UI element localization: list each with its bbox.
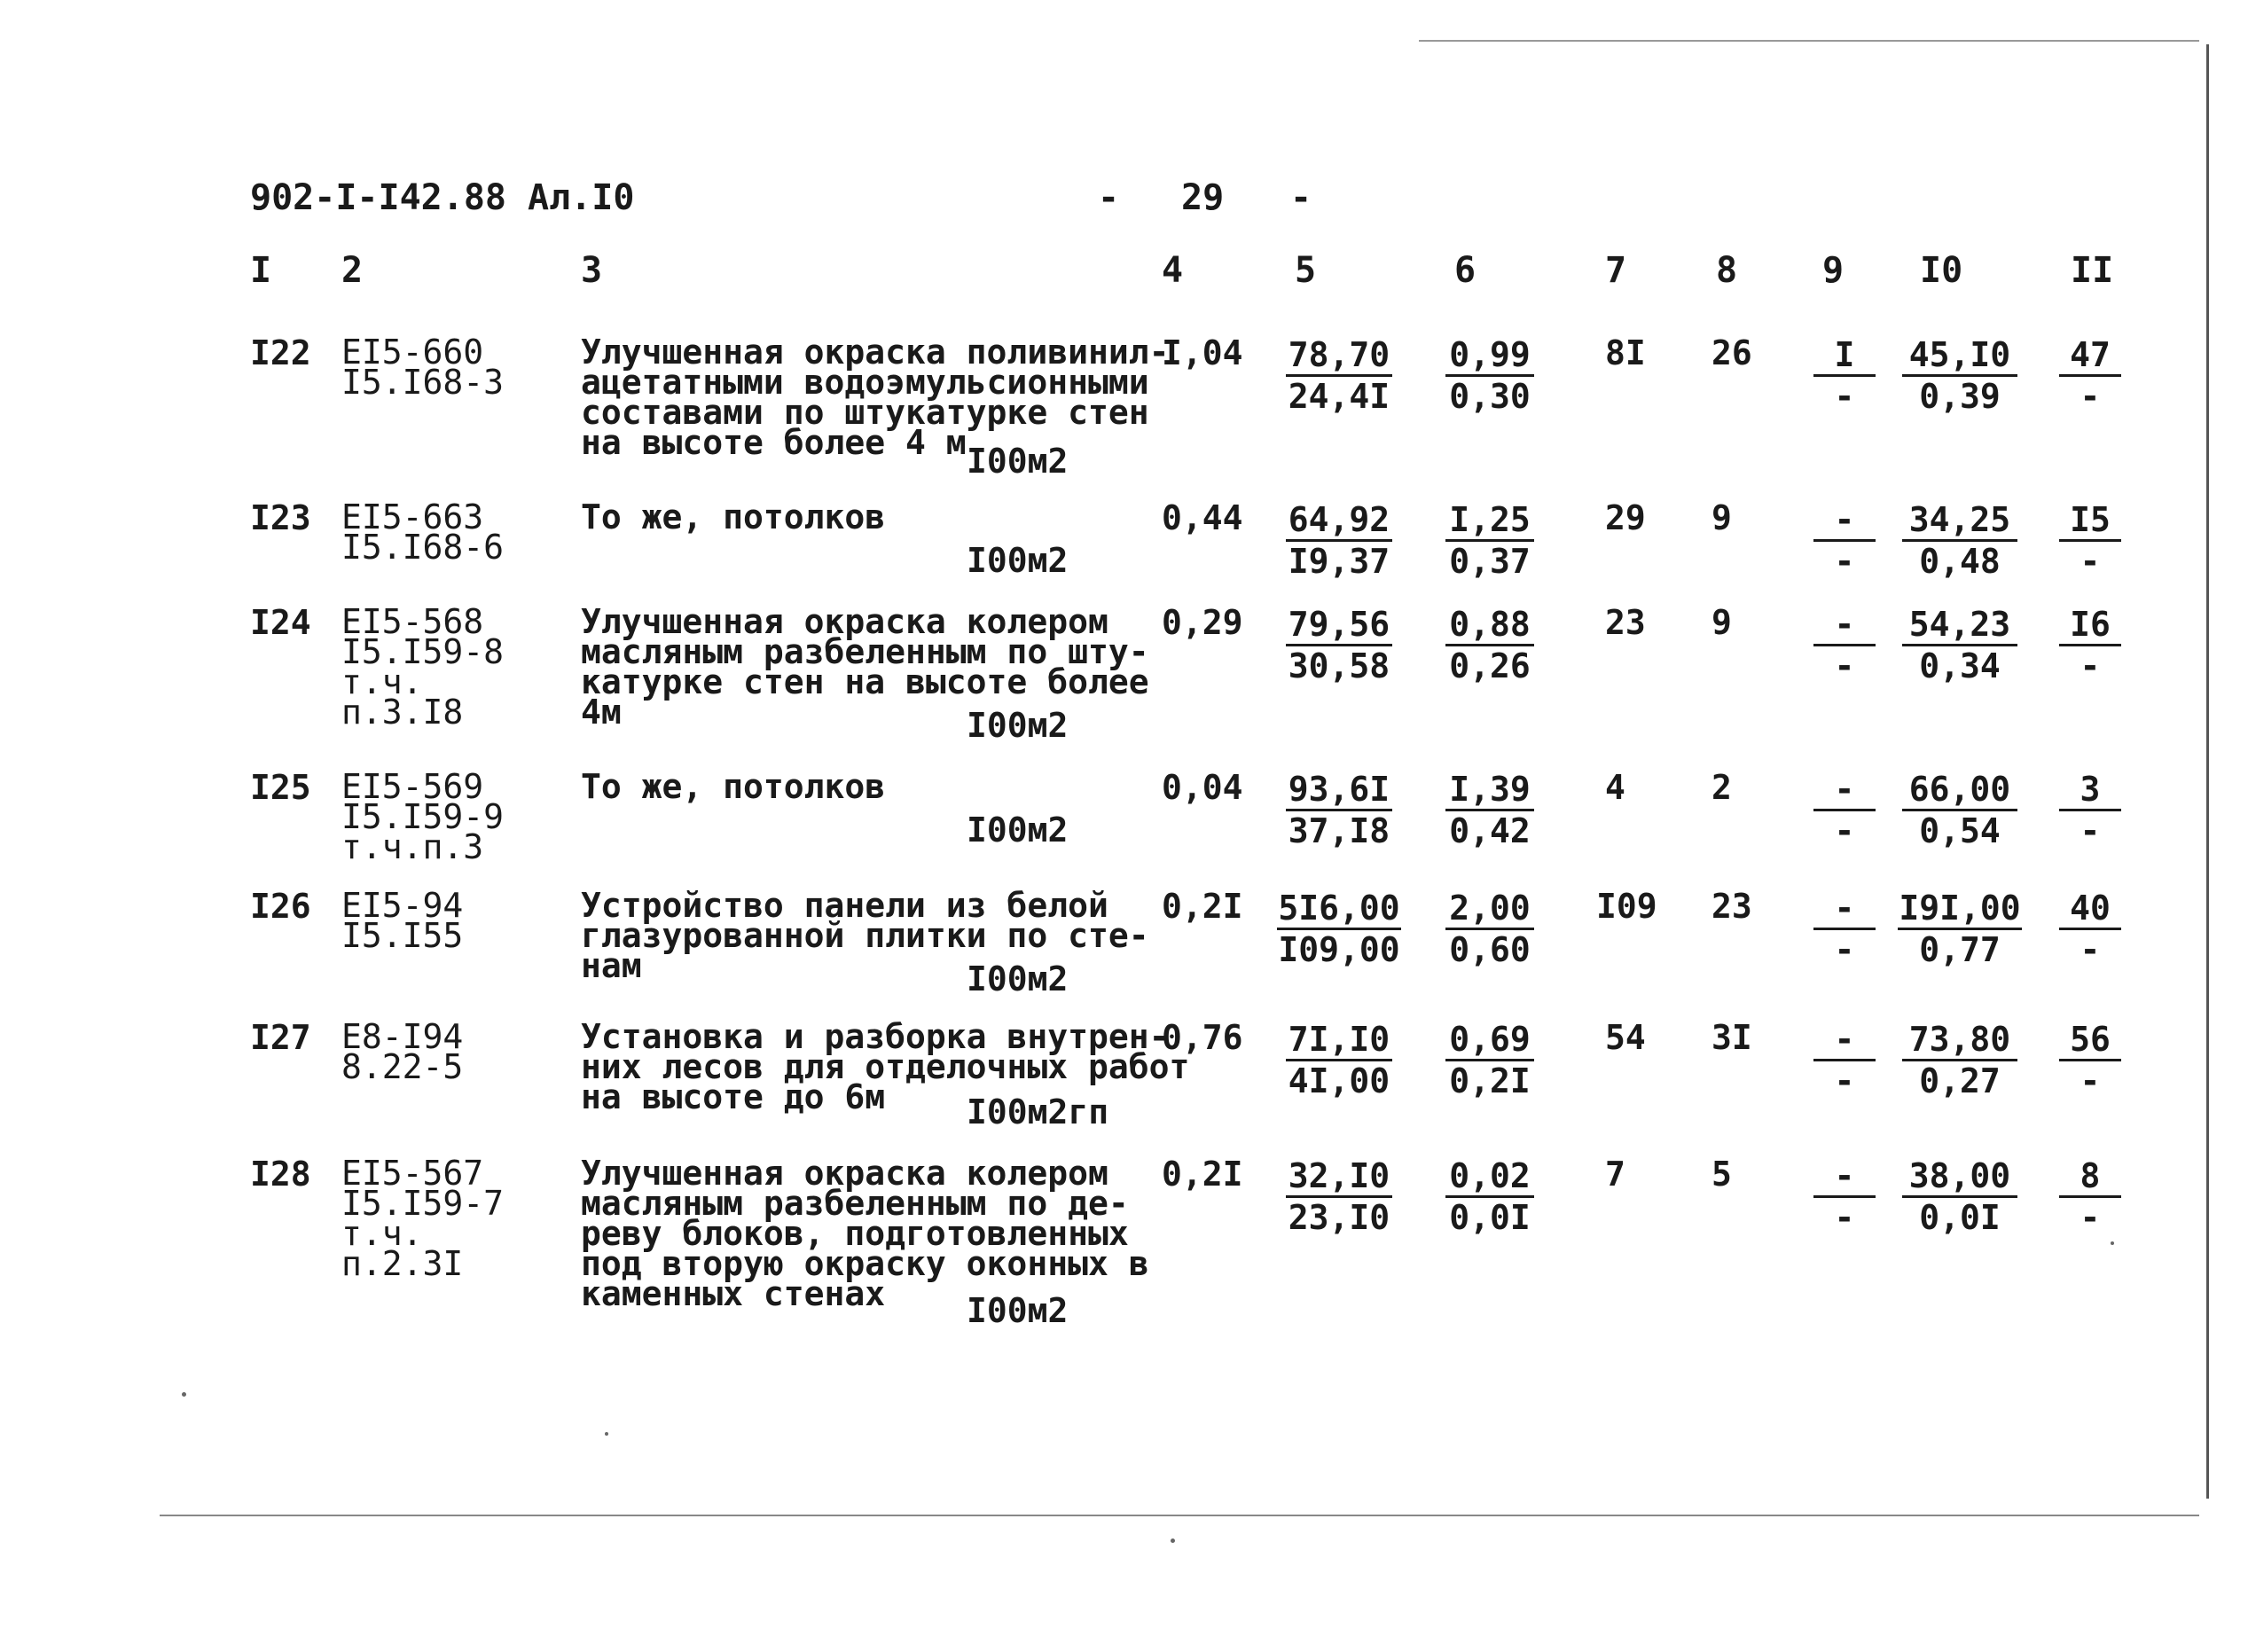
unit-cost-wages: 37,I8	[1288, 811, 1390, 850]
machine-cost-wages: 0,30	[1449, 377, 1531, 416]
column-number: 6	[1454, 250, 1476, 291]
row-number: I25	[250, 768, 311, 807]
labor-total-top: 40	[2059, 890, 2121, 930]
machine-total-top: -	[1813, 890, 1876, 930]
labor-unit-top: 34,25	[1902, 502, 2017, 542]
labor-total-bottom: -	[2080, 646, 2101, 685]
labor-unit-top: 38,00	[1902, 1158, 2017, 1198]
wages-total: 9	[1711, 498, 1732, 537]
unit-cost-total: 79,56	[1286, 607, 1392, 646]
labor-total-top: I5	[2059, 502, 2121, 542]
wages-total: 3I	[1711, 1018, 1752, 1057]
machine-cost-wages: 0,42	[1449, 811, 1531, 850]
machine-cost-total: 0,02	[1445, 1158, 1534, 1198]
total-cost: 4	[1605, 768, 1625, 807]
labor-unit-bottom: 0,48	[1919, 542, 2001, 581]
norm-code: EI5-660 I5.I68-3	[341, 333, 505, 402]
row-number: I23	[250, 498, 311, 537]
labor-unit	[1902, 1158, 2017, 1237]
unit-cost	[1286, 1022, 1392, 1100]
unit: I00м2	[967, 959, 1069, 998]
page-number: 29	[1181, 177, 1225, 218]
machine-total-bottom: -	[1834, 811, 1855, 850]
machine-cost-total: 2,00	[1445, 890, 1534, 930]
row-number: I26	[250, 887, 311, 926]
quantity: I,04	[1162, 333, 1243, 372]
labor-total	[2059, 337, 2121, 416]
unit-cost	[1286, 607, 1392, 685]
labor-total-bottom: -	[2080, 1061, 2101, 1100]
labor-total-bottom: -	[2080, 1198, 2101, 1237]
wages-total: 5	[1711, 1155, 1732, 1194]
scan-speck	[1171, 1538, 1175, 1543]
column-number: 5	[1295, 250, 1317, 291]
labor-unit-top: I9I,00	[1898, 890, 2022, 930]
machine-cost-wages: 0,37	[1449, 542, 1531, 581]
machine-cost	[1445, 337, 1534, 416]
machine-cost-total: I,39	[1445, 771, 1534, 811]
quantity: 0,2I	[1162, 887, 1243, 926]
machine-cost-total: 0,88	[1445, 607, 1534, 646]
wages-total: 26	[1711, 333, 1752, 372]
total-cost: 7	[1605, 1155, 1625, 1194]
column-number: I	[250, 250, 272, 291]
machine-total-top: -	[1813, 771, 1876, 811]
unit-cost-wages: I09,00	[1278, 930, 1400, 969]
work-description: Установка и разборка внутрен- них лесов для отделочных работ на высоте до 6м	[581, 1017, 1190, 1116]
norm-code: EI5-568 I5.I59-8 т.ч. п.3.I8	[341, 602, 505, 732]
labor-total-bottom: -	[2080, 811, 2101, 850]
unit-cost-wages: I9,37	[1288, 542, 1390, 581]
unit-cost-total: 32,I0	[1286, 1158, 1392, 1198]
scan-speck	[605, 1432, 608, 1436]
labor-total	[2059, 607, 2121, 685]
machine-total	[1813, 607, 1876, 685]
column-number-row	[0, 250, 2248, 303]
labor-unit-bottom: 0,27	[1919, 1061, 2001, 1100]
quantity: 0,44	[1162, 498, 1243, 537]
quantity: 0,2I	[1162, 1155, 1243, 1194]
column-number: 4	[1162, 250, 1184, 291]
labor-total-bottom: -	[2080, 542, 2101, 581]
column-number: 3	[581, 250, 603, 291]
unit-cost	[1286, 771, 1392, 850]
machine-total-top: -	[1813, 502, 1876, 542]
norm-code: E8-I94 8.22-5	[341, 1017, 464, 1086]
labor-unit	[1902, 337, 2017, 416]
column-number: II	[2071, 250, 2114, 291]
wages-total: 9	[1711, 603, 1732, 642]
labor-total-top: 8	[2059, 1158, 2121, 1198]
page-dash-left: -	[1098, 177, 1120, 218]
labor-unit-bottom: 0,54	[1919, 811, 2001, 850]
machine-total	[1813, 1158, 1876, 1237]
machine-total-top: -	[1813, 1158, 1876, 1198]
labor-total	[2059, 502, 2121, 581]
unit: I00м2гп	[967, 1092, 1109, 1131]
labor-unit	[1902, 771, 2017, 850]
unit-cost-total: 5I6,00	[1277, 890, 1401, 930]
machine-cost-wages: 0,26	[1449, 646, 1531, 685]
machine-total-top: -	[1813, 1022, 1876, 1061]
unit-cost-total: 64,92	[1286, 502, 1392, 542]
machine-cost	[1445, 771, 1534, 850]
unit: I00м2	[967, 706, 1069, 745]
labor-unit-top: 54,23	[1902, 607, 2017, 646]
wages-total: 23	[1711, 887, 1752, 926]
unit-cost-wages: 30,58	[1288, 646, 1390, 685]
unit-cost	[1286, 1158, 1392, 1237]
work-description: Улучшенная окраска колером масляным разбеленным по шту- катурке стен на высоте более 4м	[581, 602, 1149, 732]
machine-total	[1813, 890, 1876, 969]
machine-total	[1813, 502, 1876, 581]
quantity: 0,76	[1162, 1018, 1243, 1057]
scan-speck	[2111, 1241, 2114, 1245]
machine-total-top: -	[1813, 607, 1876, 646]
column-number: 9	[1822, 250, 1845, 291]
row-number: I22	[250, 333, 311, 372]
labor-total	[2059, 890, 2121, 969]
labor-unit-bottom: 0,39	[1919, 377, 2001, 416]
machine-total	[1813, 1022, 1876, 1100]
labor-total-bottom: -	[2080, 377, 2101, 416]
machine-cost-total: I,25	[1445, 502, 1534, 542]
scan-speck	[182, 1392, 186, 1397]
labor-unit-bottom: 0,0I	[1919, 1198, 2001, 1237]
work-description: Устройство панели из белой глазурованной плитки по сте- нам	[581, 886, 1149, 985]
total-cost: 8I	[1605, 333, 1646, 372]
machine-total-bottom: -	[1834, 1061, 1855, 1100]
machine-cost-wages: 0,60	[1449, 930, 1531, 969]
labor-total	[2059, 1158, 2121, 1237]
labor-unit-top: 45,I0	[1902, 337, 2017, 377]
machine-total-bottom: -	[1834, 1198, 1855, 1237]
unit: I00м2	[967, 810, 1069, 849]
wages-total: 2	[1711, 768, 1732, 807]
unit-cost-total: 78,70	[1286, 337, 1392, 377]
machine-total-bottom: -	[1834, 930, 1855, 969]
machine-cost	[1445, 890, 1534, 969]
norm-code: EI5-663 I5.I68-6	[341, 497, 505, 567]
unit: I00м2	[967, 1291, 1069, 1330]
labor-unit	[1902, 1022, 2017, 1100]
machine-cost	[1445, 502, 1534, 581]
norm-code: EI5-567 I5.I59-7 т.ч. п.2.3I	[341, 1154, 505, 1283]
machine-total	[1813, 771, 1876, 850]
unit-cost-wages: 24,4I	[1288, 377, 1390, 416]
machine-cost-wages: 0,2I	[1449, 1061, 1531, 1100]
work-description: То же, потолков	[581, 497, 886, 536]
machine-cost-total: 0,99	[1445, 337, 1534, 377]
machine-cost-total: 0,69	[1445, 1022, 1534, 1061]
page-dash-right: -	[1290, 177, 1312, 218]
labor-total	[2059, 771, 2121, 850]
labor-total-top: I6	[2059, 607, 2121, 646]
machine-total-bottom: -	[1834, 377, 1855, 416]
unit-cost-total: 7I,I0	[1286, 1022, 1392, 1061]
machine-cost	[1445, 1022, 1534, 1100]
work-description: То же, потолков	[581, 767, 886, 806]
unit: I00м2	[967, 442, 1069, 481]
doc-code: 902-I-I42.88	[250, 177, 506, 218]
quantity: 0,04	[1162, 768, 1243, 807]
unit: I00м2	[967, 541, 1069, 580]
total-cost: I09	[1596, 887, 1657, 926]
machine-total-bottom: -	[1834, 646, 1855, 685]
labor-unit	[1898, 890, 2022, 969]
total-cost: 29	[1605, 498, 1646, 537]
column-number: 2	[341, 250, 364, 291]
machine-total	[1813, 337, 1876, 416]
album-label: Ал.I0	[528, 177, 635, 218]
machine-cost-wages: 0,0I	[1449, 1198, 1531, 1237]
labor-total-top: 3	[2059, 771, 2121, 811]
column-number: I0	[1920, 250, 1963, 291]
labor-unit	[1902, 502, 2017, 581]
column-number: 8	[1716, 250, 1738, 291]
unit-cost-wages: 23,I0	[1288, 1198, 1390, 1237]
total-cost: 54	[1605, 1018, 1646, 1057]
labor-unit-top: 73,80	[1902, 1022, 2017, 1061]
unit-cost	[1286, 337, 1392, 416]
unit-cost-wages: 4I,00	[1288, 1061, 1390, 1100]
work-description: Улучшенная окраска колером масляным разбеленным по де- реву блоков, подготовленных под вторую окраску оконных в каменных стенах	[581, 1154, 1149, 1313]
row-number: I27	[250, 1018, 311, 1057]
labor-unit	[1902, 607, 2017, 685]
column-number: 7	[1605, 250, 1627, 291]
machine-total-top: I	[1813, 337, 1876, 377]
unit-cost-total: 93,6I	[1286, 771, 1392, 811]
labor-total-top: 47	[2059, 337, 2121, 377]
labor-total	[2059, 1022, 2121, 1100]
unit-cost	[1286, 502, 1392, 581]
labor-unit-bottom: 0,34	[1919, 646, 2001, 685]
machine-cost	[1445, 1158, 1534, 1237]
norm-code: EI5-569 I5.I59-9 т.ч.п.3	[341, 767, 505, 866]
row-number: I28	[250, 1155, 311, 1194]
scan-line-top	[1419, 40, 2199, 42]
machine-cost	[1445, 607, 1534, 685]
labor-unit-top: 66,00	[1902, 771, 2017, 811]
total-cost: 23	[1605, 603, 1646, 642]
unit-cost	[1277, 890, 1401, 969]
labor-total-bottom: -	[2080, 930, 2101, 969]
norm-code: EI5-94 I5.I55	[341, 886, 464, 955]
scan-line-bottom	[160, 1515, 2199, 1516]
quantity: 0,29	[1162, 603, 1243, 642]
row-number: I24	[250, 603, 311, 642]
work-description: Улучшенная окраска поливинил- ацетатными водоэмульсионными составами по штукатурке стен на высоте более 4 м	[581, 333, 1170, 462]
labor-unit-bottom: 0,77	[1919, 930, 2001, 969]
machine-total-bottom: -	[1834, 542, 1855, 581]
labor-total-top: 56	[2059, 1022, 2121, 1061]
